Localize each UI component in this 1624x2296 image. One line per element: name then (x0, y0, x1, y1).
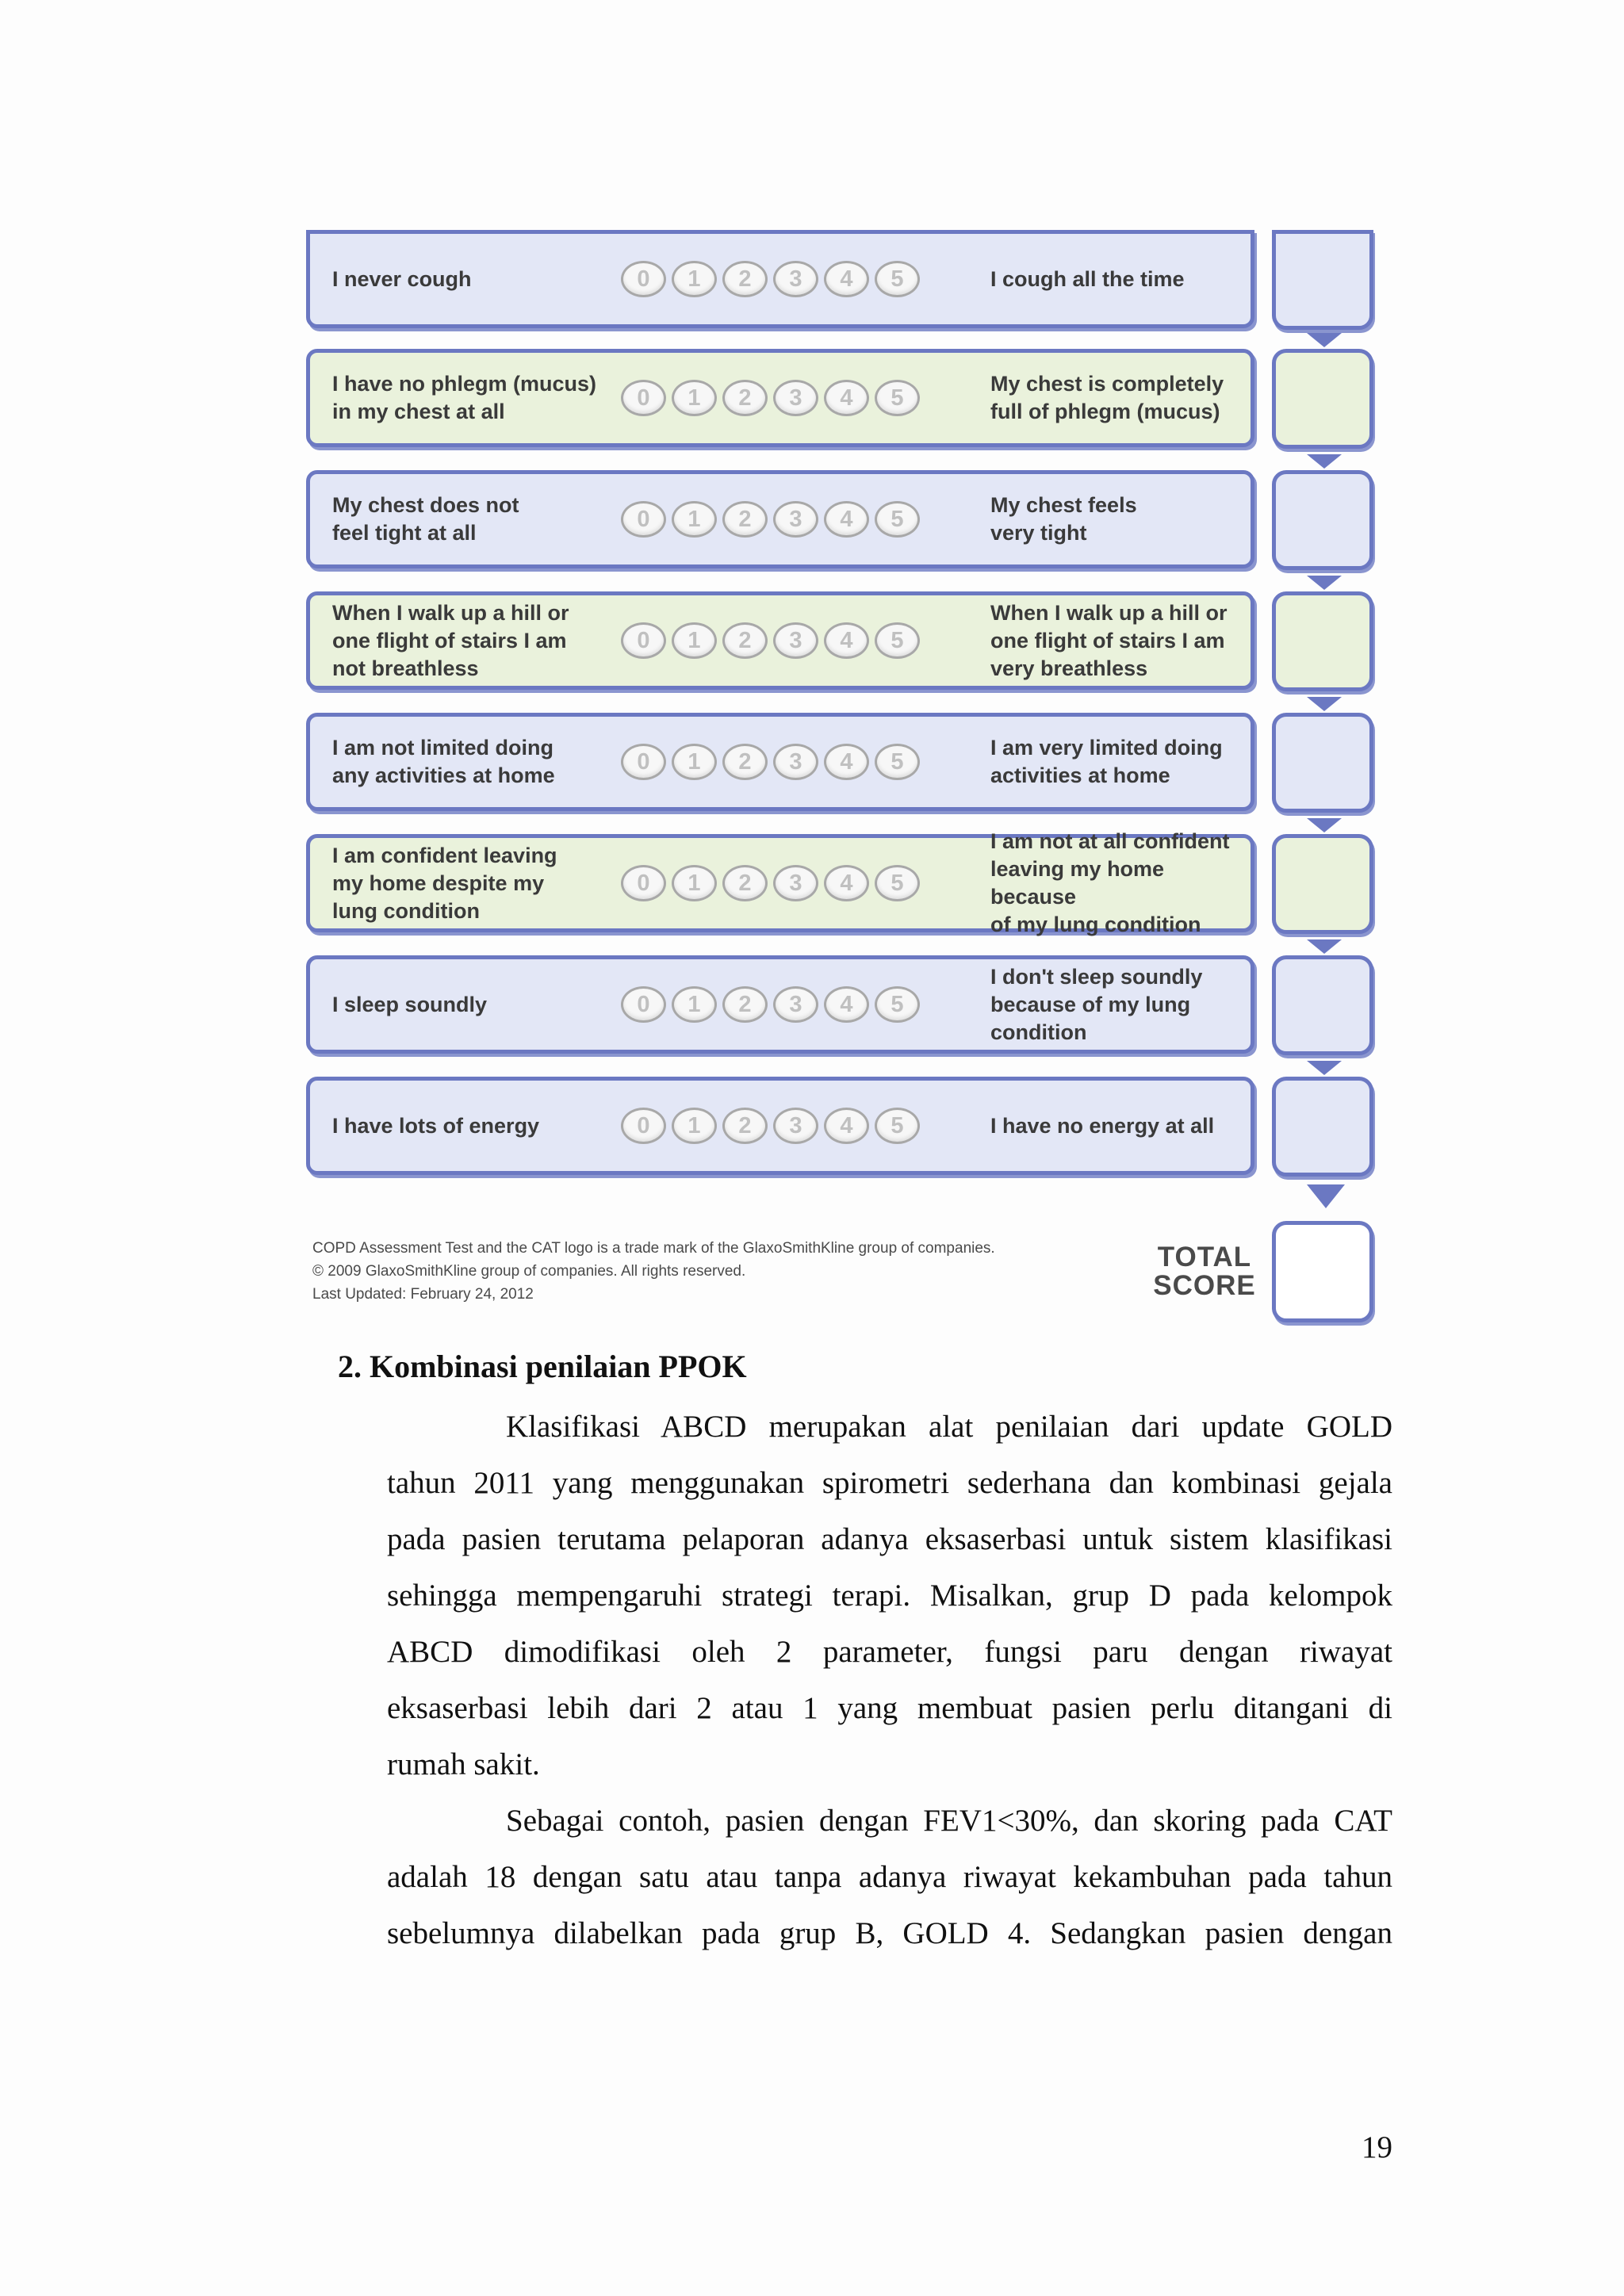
paragraph-line: Sebagai contoh, pasien dengan FEV1<30%, dan skoring pada CAT (506, 1804, 1392, 1838)
arrow-down-icon (1307, 939, 1342, 954)
arrow-down-icon (1307, 454, 1342, 469)
arrow-down-icon (1307, 1061, 1342, 1075)
cat-row-activities (306, 713, 1254, 811)
paragraph-line: ABCD dimodifikasi oleh 2 parameter, fungsi paru dengan riwayat (387, 1635, 1392, 1669)
score-option-4[interactable]: 4 (824, 986, 869, 1023)
section-heading: 2. Kombinasi penilaian PPOK (338, 1349, 747, 1384)
row-left-label: I have lots of energy (332, 1113, 540, 1138)
score-option-3[interactable]: 3 (773, 744, 818, 780)
cat-row-sleep (306, 955, 1254, 1054)
row-left-label: I never cough (332, 266, 472, 291)
score-option-1[interactable]: 1 (672, 501, 717, 538)
score-option-4[interactable]: 4 (824, 622, 869, 659)
score-option-2[interactable]: 2 (722, 744, 768, 780)
row-score-box[interactable] (1272, 1077, 1373, 1177)
row-score-box[interactable] (1272, 834, 1373, 934)
score-option-2[interactable]: 2 (722, 622, 768, 659)
score-option-1[interactable]: 1 (672, 744, 717, 780)
copyright-line: COPD Assessment Test and the CAT logo is a trade mark of the GlaxoSmithKline group of companies. (312, 1240, 995, 1257)
row-right-label: I don't sleep soundly because of my lung condition (990, 964, 1203, 1044)
total-score-box[interactable] (1272, 1221, 1373, 1322)
cat-row-breathless (306, 591, 1254, 690)
score-option-4[interactable]: 4 (824, 865, 869, 901)
score-option-0[interactable]: 0 (621, 501, 666, 538)
score-option-2[interactable]: 2 (722, 380, 768, 416)
cat-row-phlegm (306, 349, 1254, 447)
page-number: 19 (1362, 2130, 1392, 2164)
cat-row-confidence (306, 829, 1254, 936)
score-option-4[interactable]: 4 (824, 261, 869, 297)
row-right-label: My chest feels very tight (990, 493, 1137, 545)
paragraph-line: sebelumnya dilabelkan pada grup B, GOLD 4. Sedangkan pasien dengan (387, 1916, 1392, 1950)
score-scale (621, 234, 920, 324)
paragraph-line: tahun 2011 yang menggunakan spirometri sederhana dan kombinasi gejala (387, 1466, 1392, 1500)
score-scale (621, 595, 920, 686)
score-option-5[interactable]: 5 (875, 986, 920, 1023)
score-option-3[interactable]: 3 (773, 261, 818, 297)
arrow-down-icon (1307, 697, 1342, 711)
score-option-0[interactable]: 0 (621, 744, 666, 780)
row-right-label: I cough all the time (990, 266, 1185, 291)
score-option-4[interactable]: 4 (824, 501, 869, 538)
row-right-label: I am not at all confident leaving my home because of my lung condition (990, 829, 1230, 936)
arrow-down-icon (1307, 333, 1342, 347)
copyright-footer (312, 1237, 1121, 1306)
score-option-1[interactable]: 1 (672, 1108, 717, 1144)
score-option-3[interactable]: 3 (773, 865, 818, 901)
score-scale (621, 838, 920, 928)
score-option-0[interactable]: 0 (621, 261, 666, 297)
score-option-5[interactable]: 5 (875, 865, 920, 901)
paragraph-line: rumah sakit. (387, 1747, 540, 1781)
score-option-3[interactable]: 3 (773, 622, 818, 659)
cat-row-cough (306, 230, 1254, 328)
score-scale (621, 474, 920, 564)
row-left-label: My chest does not feel tight at all (332, 493, 519, 545)
score-option-0[interactable]: 0 (621, 380, 666, 416)
row-left-label: I sleep soundly (332, 992, 488, 1016)
paragraph-line: Klasifikasi ABCD merupakan alat penilaian dari update GOLD (506, 1410, 1392, 1444)
score-option-4[interactable]: 4 (824, 1108, 869, 1144)
score-option-5[interactable]: 5 (875, 380, 920, 416)
row-left-label: I have no phlegm (mucus) in my chest at all (332, 372, 597, 423)
paragraph-line: pada pasien terutama pelaporan adanya eksaserbasi untuk sistem klasifikasi (387, 1522, 1392, 1556)
score-option-3[interactable]: 3 (773, 1108, 818, 1144)
score-option-1[interactable]: 1 (672, 622, 717, 659)
row-right-label: I have no energy at all (990, 1113, 1215, 1138)
total-score-label (1153, 1243, 1256, 1300)
score-scale (621, 717, 920, 807)
score-option-0[interactable]: 0 (621, 986, 666, 1023)
score-option-1[interactable]: 1 (672, 865, 717, 901)
arrow-down-icon (1307, 1184, 1345, 1208)
row-right-label: I am very limited doing activities at home (990, 736, 1223, 787)
arrow-down-icon (1307, 818, 1342, 832)
arrow-down-icon (1307, 576, 1342, 590)
score-scale (621, 353, 920, 443)
score-option-3[interactable]: 3 (773, 501, 818, 538)
cat-assessment-form (306, 230, 1377, 1332)
score-option-5[interactable]: 5 (875, 501, 920, 538)
score-option-0[interactable]: 0 (621, 865, 666, 901)
score-option-2[interactable]: 2 (722, 865, 768, 901)
cat-row-chest-tight (306, 470, 1254, 568)
score-option-3[interactable]: 3 (773, 380, 818, 416)
score-option-5[interactable]: 5 (875, 622, 920, 659)
row-score-box[interactable] (1272, 230, 1373, 330)
score-option-2[interactable]: 2 (722, 986, 768, 1023)
row-left-label: I am confident leaving my home despite my lung condition (332, 843, 557, 923)
score-scale (621, 959, 920, 1050)
score-option-2[interactable]: 2 (722, 1108, 768, 1144)
score-scale (621, 1081, 920, 1171)
row-score-box[interactable] (1272, 591, 1373, 691)
score-option-2[interactable]: 2 (722, 501, 768, 538)
cat-row-energy (306, 1077, 1254, 1175)
row-left-label: When I walk up a hill or one flight of stairs I am not breathless (332, 600, 569, 680)
row-right-label: When I walk up a hill or one flight of stairs I am very breathless (990, 600, 1228, 680)
paragraph-line: sehingga mempengaruhi strategi terapi. Misalkan, grup D pada kelompok (387, 1578, 1392, 1613)
score-option-1[interactable]: 1 (672, 261, 717, 297)
score-option-0[interactable]: 0 (621, 1108, 666, 1144)
score-option-4[interactable]: 4 (824, 380, 869, 416)
score-option-1[interactable]: 1 (672, 380, 717, 416)
row-left-label: I am not limited doing any activities at home (332, 736, 555, 787)
score-option-0[interactable]: 0 (621, 622, 666, 659)
last-updated-line: Last Updated: February 24, 2012 (312, 1286, 534, 1303)
row-score-box[interactable] (1272, 349, 1373, 449)
score-label-line: SCORE (1153, 1270, 1256, 1301)
score-option-3[interactable]: 3 (773, 986, 818, 1023)
copyright-line: © 2009 GlaxoSmithKline group of companies. All rights reserved. (312, 1263, 746, 1280)
score-option-4[interactable]: 4 (824, 744, 869, 780)
paragraph-line: adalah 18 dengan satu atau tanpa adanya riwayat kekambuhan pada tahun (387, 1860, 1392, 1894)
score-option-2[interactable]: 2 (722, 261, 768, 297)
total-label-line: TOTAL (1157, 1242, 1252, 1272)
row-score-box[interactable] (1272, 713, 1373, 813)
row-right-label: My chest is completely full of phlegm (mucus) (990, 372, 1224, 423)
paragraph-line: eksaserbasi lebih dari 2 atau 1 yang membuat pasien perlu ditangani di (387, 1691, 1392, 1725)
row-score-box[interactable] (1272, 955, 1373, 1055)
score-option-5[interactable]: 5 (875, 1108, 920, 1144)
score-option-5[interactable]: 5 (875, 744, 920, 780)
row-score-box[interactable] (1272, 470, 1373, 570)
score-option-1[interactable]: 1 (672, 986, 717, 1023)
score-option-5[interactable]: 5 (875, 261, 920, 297)
